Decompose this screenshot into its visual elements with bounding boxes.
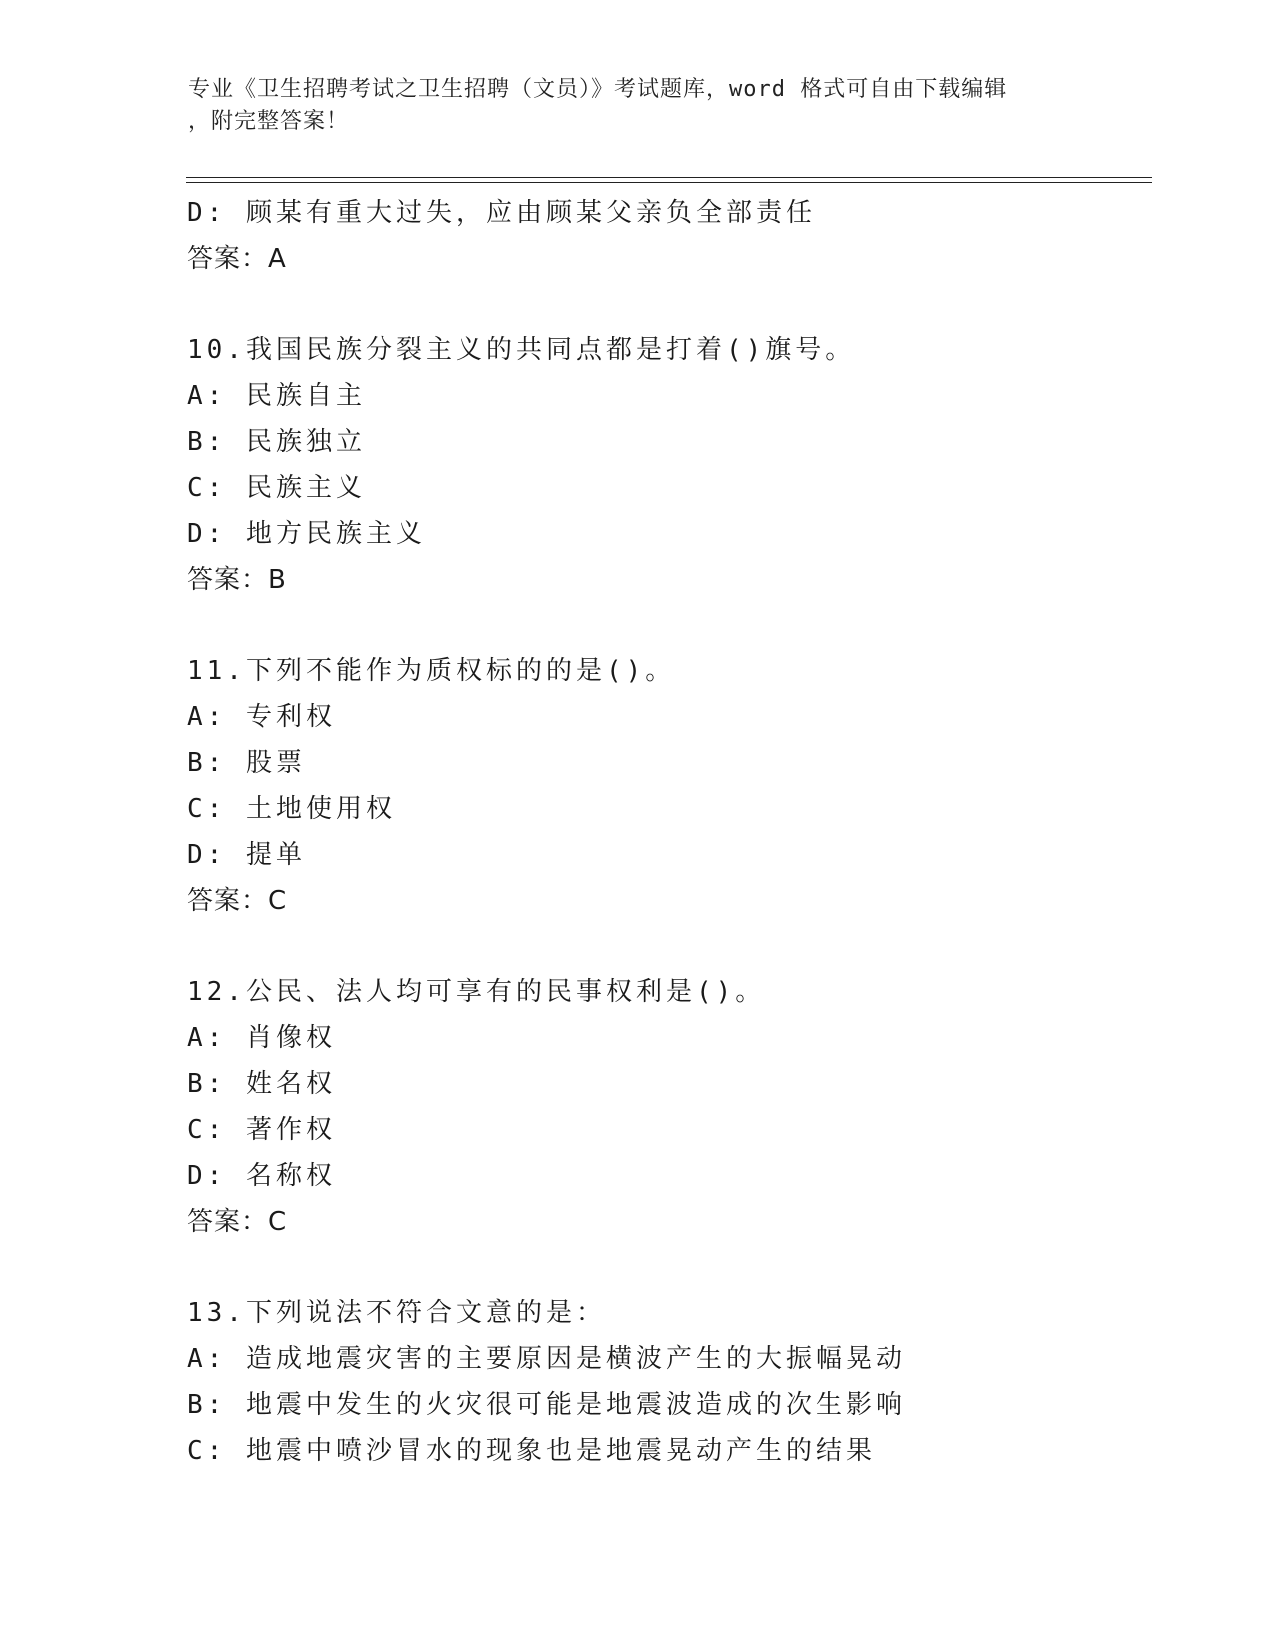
q9-answer: 答案：A [187, 244, 287, 274]
option-d: D: 名称权 [187, 1161, 336, 1191]
option-c: C: 土地使用权 [187, 794, 396, 824]
question-10 [187, 327, 1147, 603]
spacer [187, 603, 1147, 648]
header-line-2: ，附完整答案！ [188, 109, 350, 134]
header-divider-top [186, 177, 1152, 178]
document-header [188, 74, 1088, 138]
option-a: A: 肖像权 [187, 1023, 336, 1053]
question-stem: 13.下列说法不符合文意的是： [187, 1298, 606, 1328]
header-line-1: 专业《卫生招聘考试之卫生招聘（文员）》考试题库，word 格式可自由下载编辑 [188, 77, 1008, 102]
option-a: A: 专利权 [187, 702, 336, 732]
option-d: D: 提单 [187, 840, 306, 870]
option-c: C: 地震中喷沙冒水的现象也是地震晃动产生的结果 [187, 1436, 876, 1466]
question-stem: 11.下列不能作为质权标的的是()。 [187, 656, 676, 686]
question-stem: 12.公民、法人均可享有的民事权利是()。 [187, 977, 766, 1007]
answer: 答案：B [187, 565, 287, 595]
option-a: A: 民族自主 [187, 381, 366, 411]
question-list [187, 190, 1147, 1474]
q9-option-d: D: 顾某有重大过失，应由顾某父亲负全部责任 [187, 198, 816, 228]
option-b: B: 地震中发生的火灾很可能是地震波造成的次生影响 [187, 1390, 906, 1420]
question-13 [187, 1290, 1147, 1474]
option-b: B: 股票 [187, 748, 306, 778]
answer: 答案：C [187, 1207, 288, 1237]
option-c: C: 民族主义 [187, 473, 366, 503]
option-b: B: 姓名权 [187, 1069, 336, 1099]
option-a: A: 造成地震灾害的主要原因是横波产生的大振幅晃动 [187, 1344, 906, 1374]
question-12 [187, 969, 1147, 1245]
question-stem: 10.我国民族分裂主义的共同点都是打着()旗号。 [187, 335, 856, 365]
option-b: B: 民族独立 [187, 427, 366, 457]
question-11 [187, 648, 1147, 924]
option-d: D: 地方民族主义 [187, 519, 426, 549]
spacer [187, 282, 1147, 327]
spacer [187, 924, 1147, 969]
header-divider-bottom [186, 182, 1152, 183]
option-c: C: 著作权 [187, 1115, 336, 1145]
answer: 答案：C [187, 886, 288, 916]
spacer [187, 1245, 1147, 1290]
